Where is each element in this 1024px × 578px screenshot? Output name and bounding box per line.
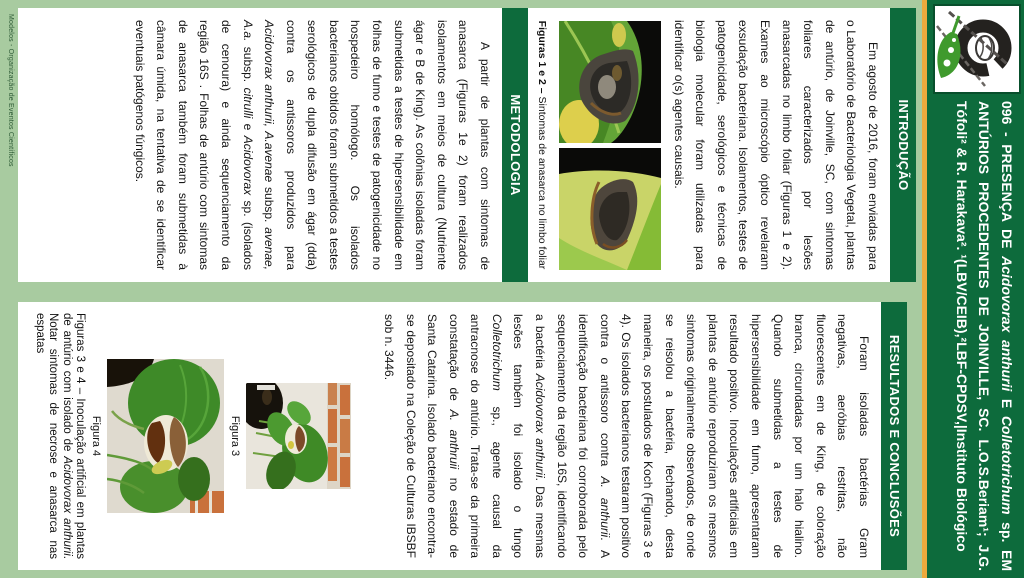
figure-3-label: Figura 3 <box>229 415 242 457</box>
title-segment: 096 - PRESENÇA DE <box>999 101 1015 257</box>
caption-text: . Notar sintomas de necrose e anasarca nas espatas <box>33 313 73 559</box>
species-name: Acidovorax <box>240 135 255 196</box>
caption-lead: Figuras 1 e 2 – <box>536 20 549 97</box>
intro-heading-band: INTRODUÇÃO <box>890 8 916 282</box>
intro-paragraph: Em agosto de 2016, foram enviadas para o Laboratório de Bacteriologia Vegetal, plantas de antúrio, de Joinville, SC, com sintomas foliares caracterizados por lesões anasarcadas no limbo foliar (Figuras 1 e 2). Exames ao microscópio óptico revelaram exsudação bacteriana. Isolamentos, testes de patogenicidade, serológicos e técnicas de biologia molecular foram utilizadas para identificar o(s) agentes causais. <box>671 20 880 270</box>
body-segment: sp. (isolados de cenoura) e ainda sequenciamento da região 16S . Folhas de antúrio com sintomas de anasarca também foram submetidas à câmara úmida, na tentativa de se identificar eventuais patógenos fúngicos. <box>132 20 255 270</box>
species-name: A. anthruii <box>446 409 461 470</box>
body-segment: . Das mesmas lesões também foi isolado o fungo <box>511 314 548 558</box>
left-content-block <box>18 8 890 282</box>
species-name: Acidovorax anthurii <box>60 456 73 556</box>
left-column <box>18 8 916 282</box>
figure-1-photo <box>559 21 661 143</box>
body-segment: subsp. <box>262 182 277 228</box>
body-segment: subsp. <box>240 41 255 88</box>
species-name: citrulli <box>240 87 255 119</box>
poster-title <box>951 101 1019 571</box>
title-segment: E <box>999 391 1015 416</box>
species-name: Colletotrichum <box>489 314 504 391</box>
body-segment: sp., agente causal da antracnose do antúrio. Trata-se da primeira constatação de <box>446 314 504 558</box>
caption-text: Figuras 3 e 4 – Inoculação artificial em plantas de antúrio com isolado de <box>60 313 87 559</box>
institute-logo <box>933 4 1021 94</box>
species-name: avenae, A.a. <box>240 20 277 270</box>
fungus-leaf-logo-icon <box>935 6 1019 92</box>
caption-text: Sintomas de anasarca no limbo foliar <box>536 96 549 270</box>
figure-3-photo <box>246 383 351 489</box>
figure-4-wrap <box>107 302 224 570</box>
body-segment: A partir de plantas com sintomas de anasarca (Figuras 1e 2) foram realizados isolamentos em meios de cultura (Nutriente ágar e B de King). As colônias isoladas foram submetidas a testes de hipersensibilidade em folhas de fumo e testes de patogenicidade no hospedeiro homólogo. Os isolados bacterianos obtidos foram submetidos a testes serológicos de dupla difusão em ágar (dda) contra os antissoros produzidos para <box>283 20 493 270</box>
title-segment: sp. EM ANTÚRIOS PROCEDENTES DE JOINVILLE, SC. L.O.S.Beriam¹; J.G. Tófoli² & R. Harakava². ¹(LBV/CEIB),²LBF-CPDSV,|Instituto Biológico <box>954 101 1015 571</box>
title-species-name: Colletotrichum <box>999 415 1015 515</box>
body-segment: no estado de Santa Catarina. Isolado bacteriano encontra-se depositado na Coleção de Culturas IBSBF sob n. 3446. <box>381 314 461 558</box>
template-credit: Modelos - Organização de Eventos Científicos <box>7 14 14 167</box>
figure-2-photo <box>559 148 661 270</box>
results-heading-band: RESULTADOS E CONCLUSÕES <box>881 302 907 570</box>
methodology-heading-band: METODOLOGIA <box>502 8 528 282</box>
methodology-paragraph <box>128 8 495 282</box>
figures-3-4-caption <box>32 302 86 570</box>
figure-4-label: Figura 4 <box>90 415 103 457</box>
species-name: A. anthurii <box>597 476 612 538</box>
right-content-block <box>18 302 881 570</box>
figure-3-wrap <box>246 302 351 570</box>
right-column <box>18 302 907 570</box>
header-banner <box>927 0 1024 578</box>
species-name: Acidovorax anthurii <box>533 373 548 478</box>
body-segment: Foram isoladas bactérias Gram negativas, aeróbias restritas, não fluorescentes em de King, de coloração branca, circundadas por um halo hialino. Quando submetidas a testes de hipersensibilidade em fumo, apresentaram resultado positivo. Inoculações artificiais em plantas de antúrio reproduziram os mesmos sintomas originalmente observados, de onde se reisolou a bactéria, fechando, desta maneira, os postulados de Koch (Figuras 3 e 4). Os isolados bacterianos testaram positivo contra o antissoro contra <box>597 314 871 558</box>
body-segment: . A identificação bacteriana foi corroborada pelo sequenciamento da região 16S, identificando a bactéria <box>533 314 612 559</box>
figures-1-2-caption <box>535 8 548 282</box>
species-name: Acidovorax anthurii, A.avenae <box>262 20 277 183</box>
title-species-name: Acidovorax anthurii <box>999 256 1015 392</box>
gold-divider-rule <box>922 0 927 578</box>
figure-4-photo <box>107 359 224 513</box>
results-paragraph <box>377 302 874 570</box>
body-segment: e <box>240 118 255 136</box>
figures-1-2-row <box>559 8 661 282</box>
